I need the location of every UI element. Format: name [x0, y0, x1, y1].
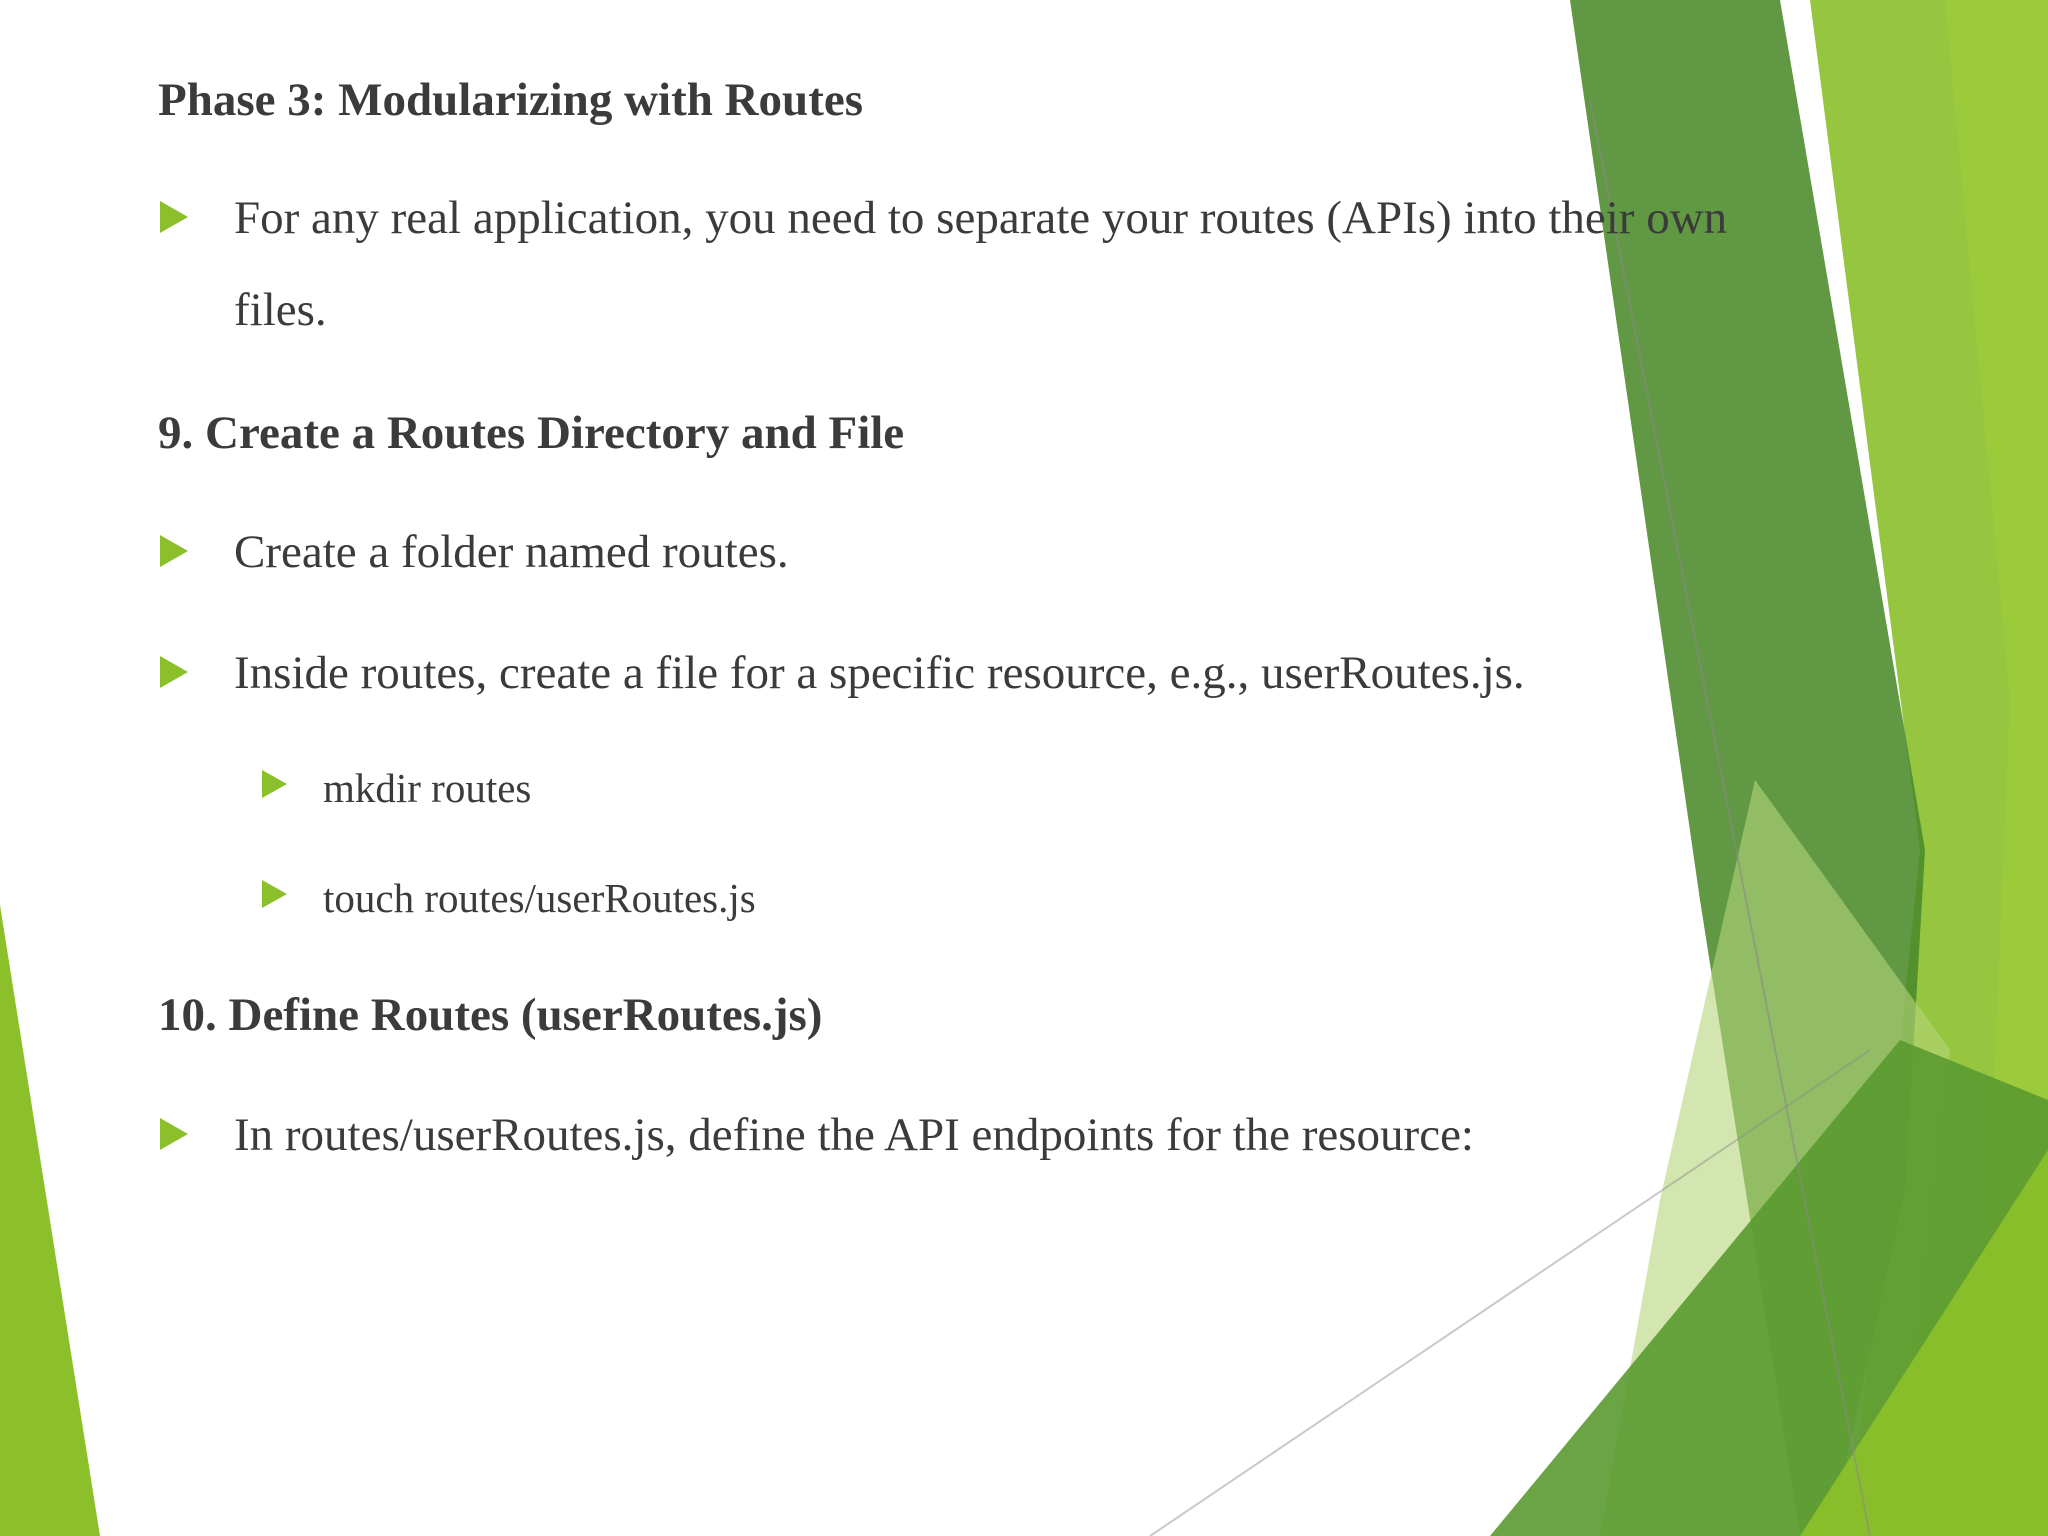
heading-create-routes-directory: 9. Create a Routes Directory and File [158, 407, 905, 459]
triangle-bullet-icon [262, 880, 287, 908]
triangle-bullet-icon [160, 656, 188, 688]
heading-define-routes: 10. Define Routes (userRoutes.js) [158, 989, 823, 1041]
triangle-bullet-icon [262, 770, 287, 798]
triangle-bullet-icon [160, 201, 188, 233]
slide-content: Phase 3: Modularizing with Routes For any real application, you need to separate your routes (APIs) into their own files. 9. Create a Routes Directory and File Create a folder named routes. Inside routes, create a file for a specific resource, e.g., userRoutes.js. mkdir routes touch routes/userRoutes.js 10. Define Routes (userRoutes.js) In routes/userRoutes.js, define the API endpoints for the resource: [158, 74, 1728, 1161]
heading-phase-3: Phase 3: Modularizing with Routes [158, 74, 863, 126]
triangle-bullet-icon [160, 1118, 188, 1150]
triangle-bullet-icon [160, 535, 188, 567]
